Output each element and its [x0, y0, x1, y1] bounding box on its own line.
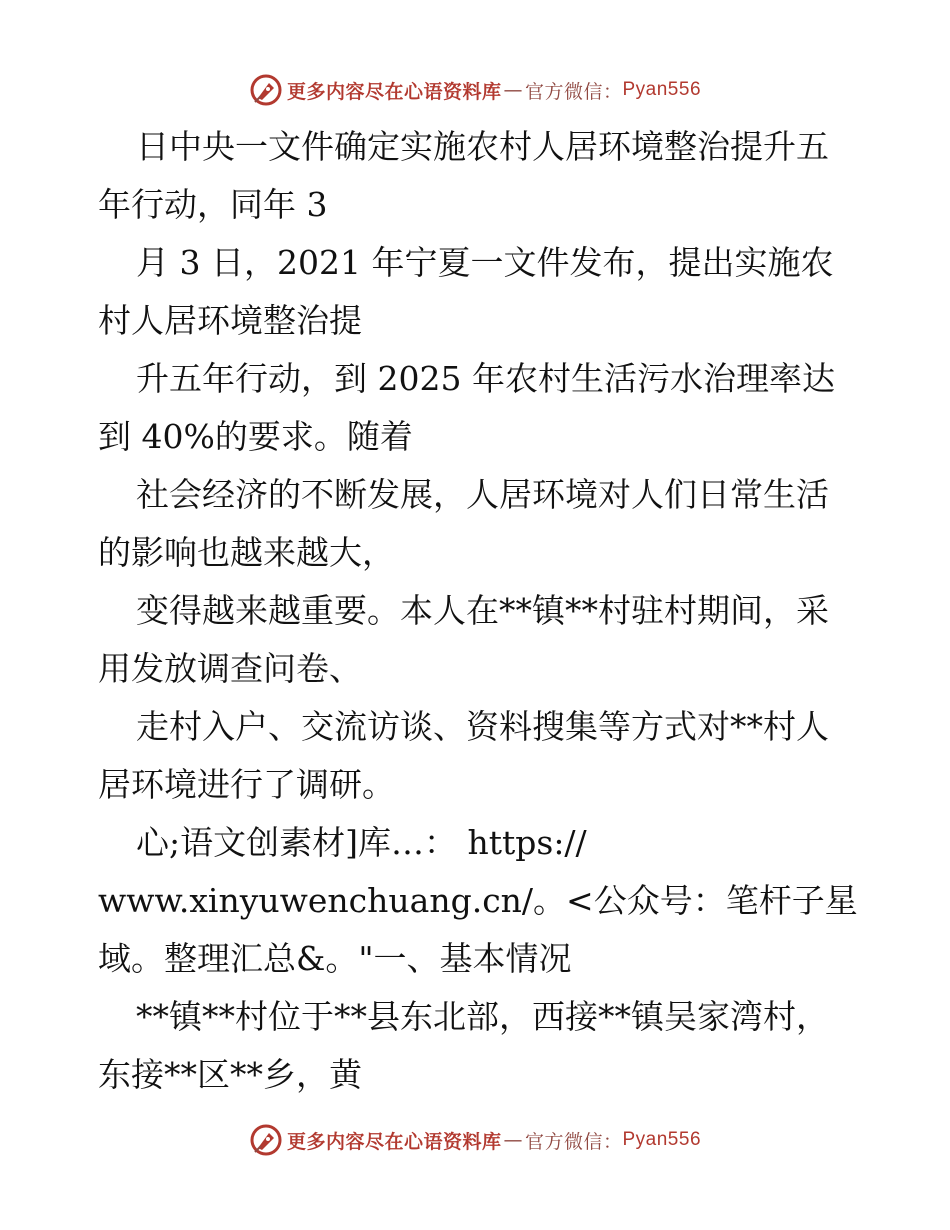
pen-nib-logo-icon	[249, 73, 283, 107]
text-line: 社会经济的不断发展，人居环境对人们日常生活	[136, 475, 829, 514]
document-body	[98, 118, 858, 1104]
text-line: 年行动，同年 3	[98, 185, 328, 224]
text-line: 心;语文创素材]库…： https://	[136, 823, 587, 862]
text-line: 域。整理汇总&。"一、基本情况	[98, 939, 572, 978]
watermark-wechat-label: 官方微信：	[524, 80, 623, 103]
watermark-separator: —	[503, 79, 523, 101]
text-line: 居环境进行了调研。	[98, 765, 395, 804]
watermark-text: 更多内容尽在心语资料库	[286, 1130, 502, 1153]
text-line: www.xinyuwenchuang.cn/。<公众号：笔杆子星	[98, 881, 858, 920]
text-line: 用发放调查问卷、	[98, 649, 362, 688]
text-line: 东接**区**乡，黄	[98, 1055, 362, 1094]
watermark-separator: —	[503, 1129, 523, 1151]
watermark-wechat-label: 官方微信：	[524, 1130, 623, 1153]
text-line: 到 40%的要求。随着	[98, 417, 413, 456]
header-watermark	[0, 70, 950, 110]
watermark-text: 更多内容尽在心语资料库	[286, 80, 502, 103]
watermark-wechat-id: Pyan556	[622, 79, 702, 100]
text-line: 走村入户、交流访谈、资料搜集等方式对**村人	[136, 707, 829, 746]
pen-nib-logo-icon	[249, 1123, 283, 1157]
watermark-wechat-id: Pyan556	[622, 1129, 702, 1150]
text-line: 的影响也越来越大，	[98, 533, 395, 572]
text-line: 升五年行动，到 2025 年农村生活污水治理率达	[136, 359, 835, 398]
text-line: 村人居环境整治提	[98, 301, 362, 340]
footer-watermark	[0, 1120, 950, 1160]
text-line: 月 3 日，2021 年宁夏一文件发布，提出实施农	[136, 243, 834, 282]
text-line: 日中央一文件确定实施农村人居环境整治提升五	[136, 127, 829, 166]
text-line: 变得越来越重要。本人在**镇**村驻村期间，采	[136, 591, 829, 630]
text-line: **镇**村位于**县东北部，西接**镇吴家湾村，	[136, 997, 829, 1036]
